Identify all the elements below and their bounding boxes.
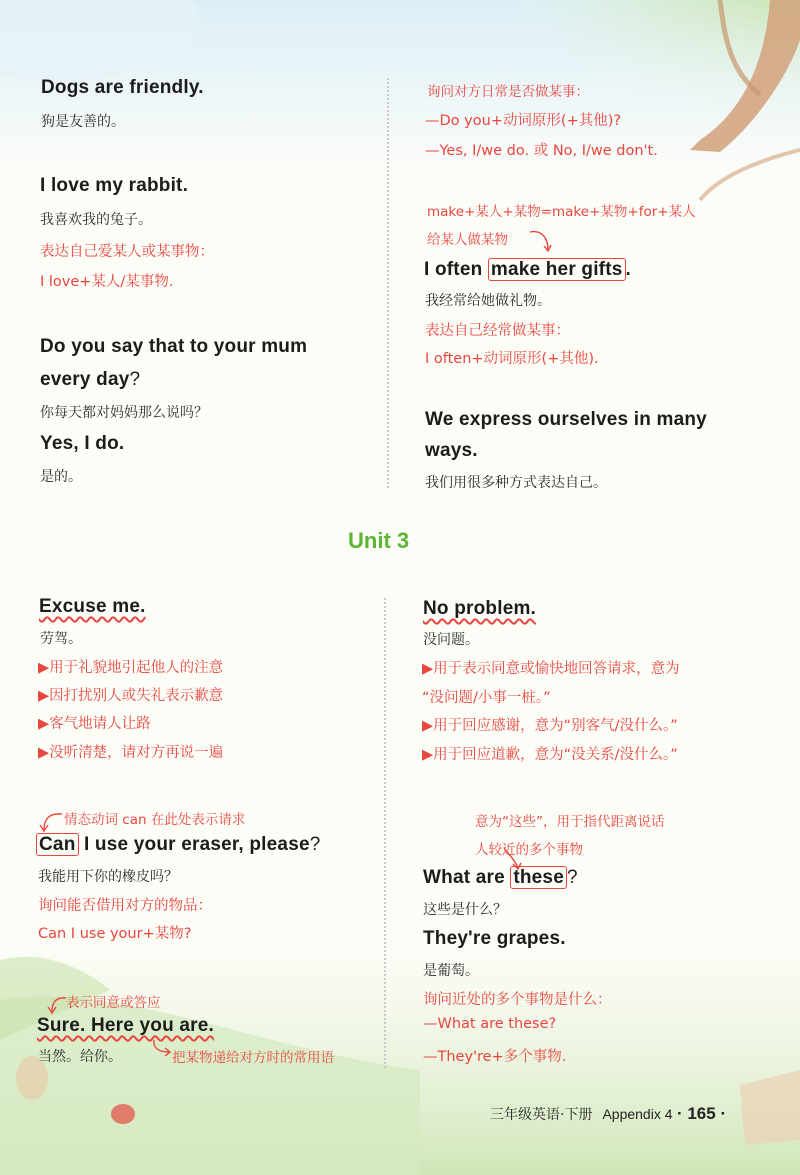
- translation-excuse-me: 劳驾。: [40, 631, 82, 647]
- highlight-can: Can: [36, 833, 79, 856]
- note-love-pattern: I love+某人/某事物.: [40, 274, 174, 290]
- translation-what-are-these: 这些是什么？: [423, 902, 507, 918]
- bullet-excuse-3: [38, 712, 151, 733]
- question-mark: ?: [566, 867, 578, 888]
- note-ask-borrow: 询问能否借用对方的物品：: [38, 898, 212, 914]
- note-agree: 表示同意或答应: [66, 995, 161, 1011]
- translation-can-use-eraser: 我能用下你的橡皮吗？: [38, 869, 178, 885]
- sentence-no-problem: [423, 598, 536, 620]
- page-number: · 165 ·: [676, 1104, 727, 1123]
- translation-dogs-friendly: 狗是友善的。: [41, 114, 125, 130]
- bullet-text: 用于回应感谢，意为“别客气/没什么。”: [433, 718, 678, 734]
- sentence-often-prefix: I often: [424, 259, 488, 280]
- triangle-bullet-icon: ▶: [38, 745, 50, 761]
- sentence-what-are-these: [423, 867, 578, 889]
- phrase-no-problem: No problem.: [423, 598, 537, 619]
- sentence-excuse-me: [39, 596, 146, 618]
- period: .: [625, 259, 631, 280]
- highlight-these: these: [510, 866, 567, 889]
- bullet-no-problem-1b: “没问题/小事一桩。”: [422, 690, 551, 706]
- note-ask-daily-title: 询问对方日常是否做某事：: [427, 84, 589, 100]
- note-ask-near-a: —They're+多个事物.: [423, 1049, 567, 1065]
- note-can-request: 情态动词 can 在此处表示请求: [64, 812, 246, 828]
- triangle-bullet-icon: ▶: [38, 688, 50, 704]
- sentence-can-rest: I use your eraser, please: [78, 834, 310, 855]
- bullet-no-problem-2: [422, 714, 678, 735]
- bullet-text: 因打扰别人或失礼表示歉意: [49, 688, 224, 704]
- appendix-label: Appendix 4: [602, 1106, 673, 1122]
- phrase-excuse-me: Excuse me.: [39, 596, 146, 617]
- note-make-pattern: make+某人+某物=make+某物+for+某人: [427, 204, 696, 220]
- bullet-text: 客气地请人让路: [49, 716, 151, 732]
- book-title: 三年级英语·下册: [490, 1107, 593, 1123]
- column-divider-top: [387, 78, 389, 488]
- translation-theyre-grapes: 是葡萄。: [423, 963, 479, 979]
- sentence-express-line2: ways.: [425, 440, 478, 461]
- question-mark: ?: [309, 834, 321, 855]
- bullet-excuse-2: [38, 684, 223, 705]
- triangle-bullet-icon: ▶: [422, 661, 434, 677]
- sentence-love-rabbit: I love my rabbit.: [40, 175, 189, 196]
- note-hand-over: 把某物递给对方时的常用语: [172, 1050, 334, 1066]
- translation-love-rabbit: 我喜欢我的兔子。: [40, 212, 152, 228]
- sentence-dogs-friendly: Dogs are friendly.: [41, 77, 204, 98]
- note-ask-near-things: 询问近处的多个事物是什么：: [423, 992, 612, 1008]
- sentence-say-to-mum-line1: Do you say that to your mum: [40, 336, 308, 357]
- note-often-do: 表达自己经常做某事：: [425, 323, 570, 339]
- bullet-excuse-1: [38, 656, 223, 677]
- highlight-make-her-gifts: make her gifts: [488, 258, 626, 281]
- bullet-text: 用于礼貌地引起他人的注意: [49, 660, 224, 676]
- translation-often-make-gifts: 我经常给她做礼物。: [425, 293, 551, 309]
- sentence-say-to-mum-line2: [40, 369, 140, 391]
- triangle-bullet-icon: ▶: [422, 747, 434, 763]
- bullet-text: 用于回应道歉，意为“没关系/没什么。”: [433, 747, 678, 763]
- question-mark: ?: [129, 369, 141, 390]
- note-arrow-icon: [528, 228, 552, 254]
- note-love-someone: 表达自己爱某人或某事物：: [40, 244, 214, 260]
- translation-say-to-mum: 你每天都对妈妈那么说吗？: [40, 405, 208, 421]
- note-make-meaning: 给某人做某物: [427, 232, 508, 248]
- note-these-meaning-2: 人较近的多个事物: [475, 842, 583, 858]
- translation-express: 我们用很多种方式表达自己。: [425, 475, 607, 491]
- triangle-bullet-icon: ▶: [422, 718, 434, 734]
- triangle-bullet-icon: ▶: [38, 716, 50, 732]
- sentence-sure-here-you-are: [37, 1015, 214, 1037]
- sentence-express-line1: We express ourselves in many: [425, 409, 707, 430]
- note-these-meaning-1: 意为“这些”，用于指代距离说话: [475, 814, 665, 830]
- note-borrow-pattern: Can I use your+某物?: [38, 926, 192, 942]
- sentence-what-are-prefix: What are: [423, 867, 511, 888]
- bullet-no-problem-1: [422, 657, 680, 678]
- sentence-often-make-gifts: [424, 259, 631, 281]
- note-ask-daily-q: —Do you+动词原形(+其他)?: [425, 113, 622, 129]
- bullet-text: 用于表示同意或愉快地回答请求，意为: [433, 661, 680, 677]
- translation-sure-here-you-are: 当然。给你。: [38, 1049, 122, 1065]
- column-divider-bottom: [384, 598, 386, 1068]
- translation-yes-i-do: 是的。: [40, 469, 82, 485]
- sentence-can-use-eraser: [36, 834, 321, 856]
- note-often-pattern: I often+动词原形(+其他).: [425, 351, 599, 367]
- sentence-say-to-mum-every-day: every day: [40, 369, 130, 390]
- bullet-text: 没听清楚，请对方再说一遍: [49, 745, 224, 761]
- bullet-excuse-4: [38, 741, 223, 762]
- phrase-sure-here-you-are: Sure. Here you are.: [37, 1015, 214, 1036]
- unit-title: Unit 3: [348, 528, 410, 553]
- note-arrow-icon: [38, 810, 64, 834]
- sentence-theyre-grapes: They're grapes.: [423, 928, 566, 949]
- note-ask-near-q: —What are these?: [423, 1016, 557, 1032]
- translation-no-problem: 没问题。: [423, 632, 479, 648]
- page-footer: [490, 1104, 726, 1124]
- bullet-no-problem-3: [422, 743, 678, 764]
- sentence-yes-i-do: Yes, I do.: [40, 433, 125, 454]
- note-arrow-icon: [150, 1038, 172, 1058]
- note-ask-daily-a: —Yes, I/we do. 或 No, I/we don't.: [425, 143, 658, 159]
- triangle-bullet-icon: ▶: [38, 660, 50, 676]
- note-arrow-icon: [44, 992, 68, 1016]
